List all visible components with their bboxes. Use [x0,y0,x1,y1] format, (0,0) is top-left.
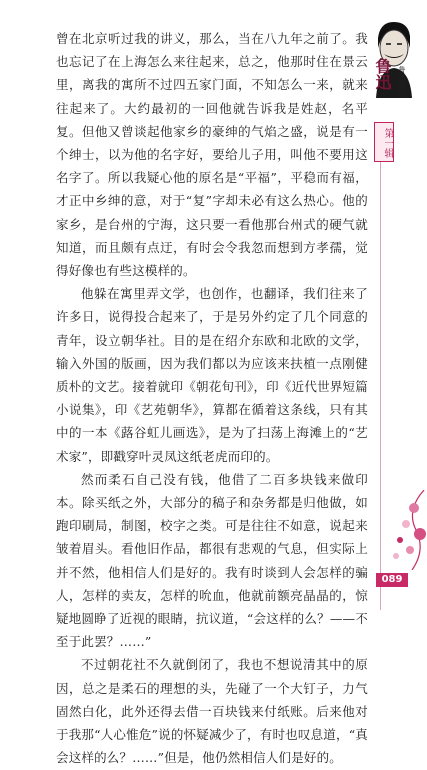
volume-badge: 第一辑 [374,122,394,162]
paragraph: 不过朝花社不久就倒闭了，我也不想说清其中的原因，总之是柔石的理想的头，先碰了一个大钉子，力气固然白化，此外还得去借一百块钱来付纸账。后来他对于我那“人心惟危”说的怀疑减少了，有时也叹息道，“真会这样的么？……”但是，他仍然相信人们是好的。 [56,657,368,766]
page-number: 089 [376,573,408,587]
floral-decoration-icon [376,490,427,570]
paragraph: 他躲在寓里弄文学，也创作，也翻译，我们往来了许多日，说得投合起来了，于是另外约定了几个同意的青年，设立朝华社。目的是在绍介东欧和北欧的文学，输入外国的版画，因为我们都以为应该来扶植一点刚健质朴的文艺。接着就印《朝花旬刊》，印《近代世界短篇小说集》，印《艺苑朝华》，算都在循着这条线，只有其中的一本《蕗谷虹儿画选》，是为了扫荡上海滩上的“艺术家”，即戳穿叶灵凤这纸老虎而印的。 [56,286,368,464]
body-text [56,27,368,770]
paragraph: 然而柔石自己没有钱，他借了二百多块钱来做印本。除买纸之外，大部分的稿子和杂务都是归他做，如跑印刷局，制图，校字之类。可是往往不如意，说起来皱着眉头。看他旧作品，都很有悲观的气息，但实际上并不然，他相信人们是好的。我有时谈到人会怎样的骗人，怎样的卖友，怎样的吮血，他就前额亮晶晶的，惊疑地圆睁了近视的眼睛，抗议道，“会这样的么？——不至于此罢？……” [56,471,368,650]
paragraph: 曾在北京听过我的讲义，那么，当在八九年之前了。我也忘记了在上海怎么来往起来，总之，他那时住在景云里，离我的寓所不过四五家门面，不知怎么一来，就来往起来了。大约最初的一回他就告诉我是姓赵，名平复。但他又曾谈起他家乡的豪绅的气焰之盛，说是有一个绅士，以为他的名字好，要给儿子用，叫他不要用这名字了。所以我疑心他的原名是“平福”，平稳而有福，才正中乡绅的意，对于“复”字却未必有这么热心。他的家乡，是台州的宁海，这只要一看他那台州式的硬气就知道，而且颇有点迂，有时会令我忽而想到方孝孺，觉得好像也有些这模样的。 [56,31,368,279]
series-subtitle: 鲁迅精选 [398,66,406,98]
series-title: 鲁迅 [373,58,392,90]
